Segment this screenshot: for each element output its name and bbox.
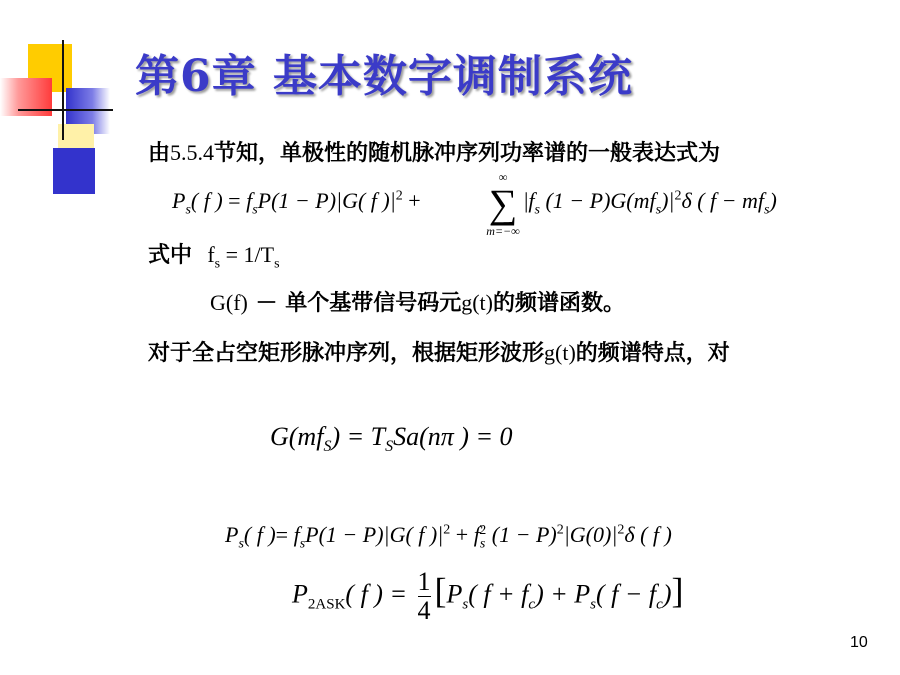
spectrum-zero-equation: $G(mf_S) = T_SSa(n\pi$ ) = 0	[270, 422, 513, 456]
slide-title: 第6章 基本数字调制系统	[135, 51, 633, 102]
unipolar-rect-spectrum-equation: $P_s$( f )= $f_sP(1 - P)|G$( f )$|^2 + f_s^2$ $(1 - P)^2|G(0)|^2\delta$ ( f )	[225, 522, 672, 552]
where-line: 式中 $f_s = 1/T_s$	[148, 242, 280, 272]
gf-definition-line: G(f) － 单个基带信号码元g(t)的频谱函数。	[210, 290, 625, 316]
one-quarter-fraction: $\frac{1}{4}$	[417, 567, 431, 625]
decor-horizontal-line	[18, 109, 113, 111]
2ask-power-spectrum-equation: $P_{2ASK}$( f ) = $\frac{1}{4}$ [$P_s$( $f + f_c) + P_s$( $f - f_c$)]	[292, 567, 684, 625]
decor-vertical-line	[62, 40, 64, 140]
intro-line: 由5.5.4节知，单极性的随机脉冲序列功率谱的一般表达式为	[148, 140, 721, 166]
rectangular-pulse-line: 对于全占空矩形脉冲序列，根据矩形波形g(t)的频谱特点，对	[148, 340, 730, 366]
power-spectrum-general-equation: $P_s$( f ) = $f_sP(1 - P)|G$( f )$|^2$ +	[172, 188, 421, 218]
summation-symbol: ∞ ∑ m=−∞	[486, 170, 520, 238]
decor-blue-square	[53, 148, 95, 194]
power-spectrum-general-equation-sum-term: $|f_s$ $(1 - P)G(mf_s)|^2\delta$ ( $f - mf_s$)	[524, 188, 777, 218]
page-number: 10	[850, 634, 868, 651]
